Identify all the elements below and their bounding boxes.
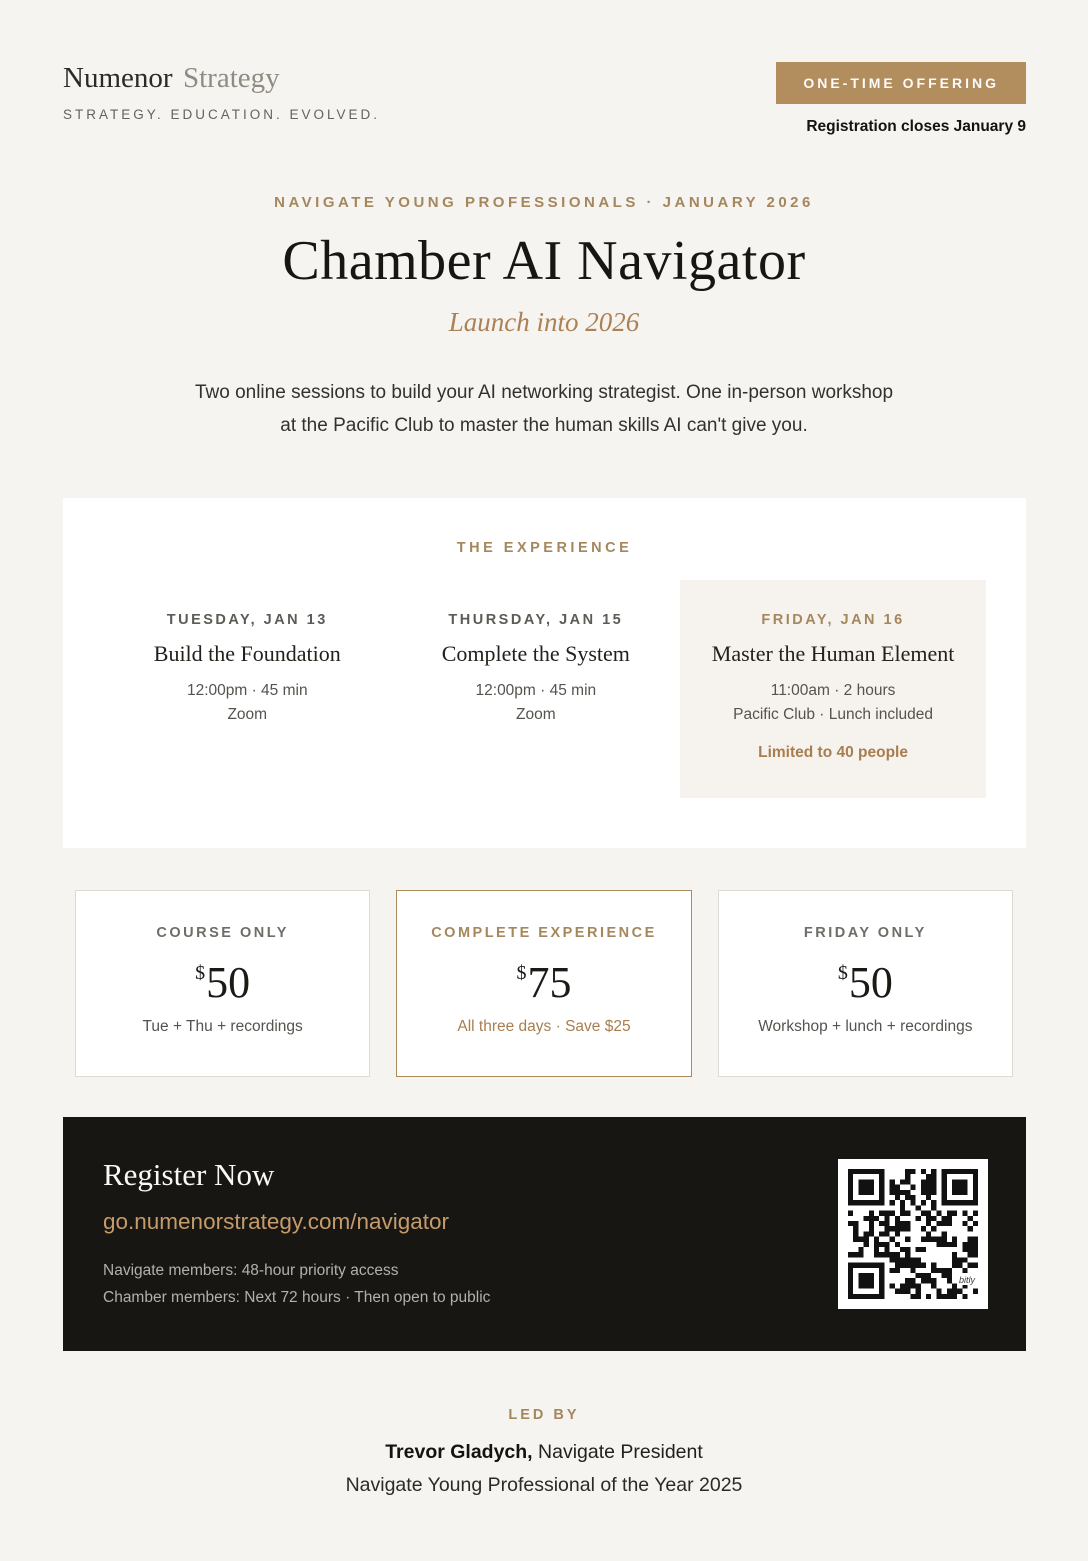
qr-code xyxy=(838,1159,988,1309)
navigate-members-line: Navigate members: 48-hour priority access xyxy=(103,1262,399,1280)
register-text xyxy=(103,1157,490,1311)
header xyxy=(0,0,1088,136)
pricing-card-friday-only xyxy=(718,890,1013,1077)
price-value xyxy=(90,957,355,1008)
session-friday-highlighted xyxy=(680,580,986,798)
presenter-name: Trevor Gladych, xyxy=(385,1441,533,1464)
session-day: THURSDAY, JAN 15 xyxy=(448,612,624,629)
price-description: Tue + Thu + recordings xyxy=(142,1018,303,1036)
register-panel xyxy=(63,1117,1026,1351)
session-location: Pacific Club · Lunch included xyxy=(733,706,933,724)
price-label: COURSE ONLY xyxy=(156,925,289,942)
pricing-card-complete-experience xyxy=(396,890,691,1077)
led-by-heading: LED BY xyxy=(508,1407,580,1424)
price-description: Workshop + lunch + recordings xyxy=(758,1018,973,1036)
session-columns xyxy=(103,578,986,798)
hero-description: Two online sessions to build your AI networking strategist. One in-person workshop at the Pacific Club to master the human skills AI can't give you. xyxy=(194,382,894,437)
brand-tagline: STRATEGY. EDUCATION. EVOLVED. xyxy=(63,107,381,122)
session-day: TUESDAY, JAN 13 xyxy=(166,612,328,629)
session-thursday xyxy=(392,578,681,727)
brand-name xyxy=(63,62,380,95)
brand-name-primary: Numenor xyxy=(63,62,173,94)
session-time: 12:00pm · 45 min xyxy=(475,682,597,700)
register-access-lines xyxy=(103,1257,490,1311)
session-day: FRIDAY, JAN 16 xyxy=(761,612,905,629)
session-location: Zoom xyxy=(227,706,268,724)
limited-capacity-note: Limited to 40 people xyxy=(758,744,908,762)
session-title: Master the Human Element xyxy=(711,641,955,667)
price-amount: 50 xyxy=(848,958,893,1008)
registration-deadline: Registration closes January 9 xyxy=(806,118,1026,135)
presenter-role: Navigate President xyxy=(538,1441,703,1464)
hero-eyebrow: NAVIGATE YOUNG PROFESSIONALS · JANUARY 2026 xyxy=(274,194,814,211)
pricing-row xyxy=(75,890,1013,1077)
chamber-members-line: Chamber members: Next 72 hours · Then open to public xyxy=(103,1289,491,1307)
brand-logo xyxy=(63,62,380,122)
pricing-card-course-only xyxy=(75,890,370,1077)
currency-symbol: $ xyxy=(516,962,527,985)
led-by-section xyxy=(0,1407,1088,1561)
session-location: Zoom xyxy=(516,706,556,724)
price-label: COMPLETE EXPERIENCE xyxy=(431,925,657,942)
page-title: Chamber AI Navigator xyxy=(282,230,806,292)
hero-subtitle: Launch into 2026 xyxy=(448,307,640,337)
register-heading: Register Now xyxy=(103,1157,275,1193)
currency-symbol: $ xyxy=(837,962,848,985)
presenter-credential: Navigate Young Professional of the Year 2025 xyxy=(345,1474,743,1497)
session-meta xyxy=(103,679,392,727)
price-label: FRIDAY ONLY xyxy=(803,925,927,942)
one-time-offering-badge: ONE-TIME OFFERING xyxy=(776,62,1026,104)
session-title: Complete the System xyxy=(441,641,630,667)
experience-heading: THE EXPERIENCE xyxy=(456,540,633,557)
hero-section xyxy=(0,194,1088,442)
session-meta xyxy=(392,679,681,727)
qr-bitly-label: bitly xyxy=(958,1275,975,1286)
session-time: 12:00pm · 45 min xyxy=(186,682,308,700)
registration-url-link[interactable]: go.numenorstrategy.com/navigator xyxy=(103,1209,450,1235)
price-amount: 75 xyxy=(527,958,572,1008)
session-meta xyxy=(696,679,970,727)
session-title: Build the Foundation xyxy=(153,641,341,667)
price-value xyxy=(733,957,998,1008)
offer-block xyxy=(776,62,1026,136)
price-value xyxy=(411,957,676,1008)
experience-card xyxy=(63,498,1026,848)
price-amount: 50 xyxy=(206,958,251,1008)
session-tuesday xyxy=(103,578,392,727)
brand-name-secondary: Strategy xyxy=(182,62,280,94)
price-description: All three days · Save $25 xyxy=(457,1018,631,1036)
presenter-line xyxy=(0,1441,1088,1464)
session-time: 11:00am · 2 hours xyxy=(770,682,896,700)
currency-symbol: $ xyxy=(195,962,206,985)
